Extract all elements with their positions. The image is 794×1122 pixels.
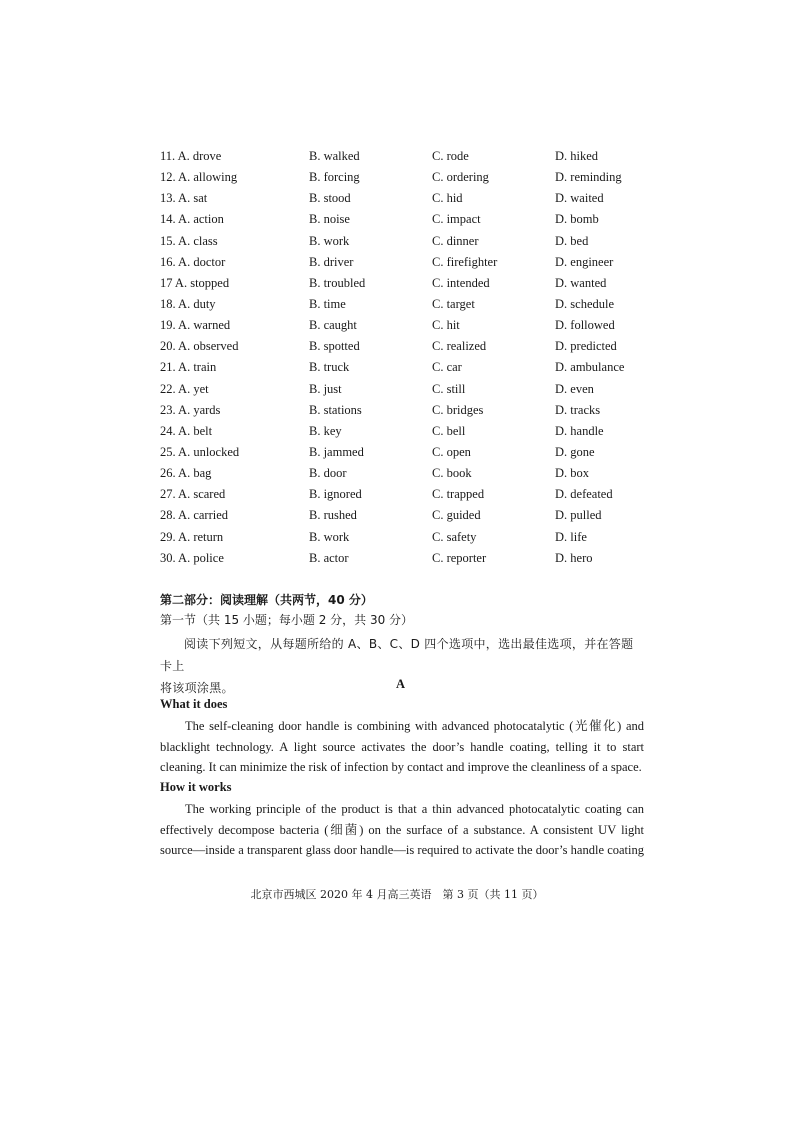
option-a: 27. A. scared bbox=[160, 487, 226, 502]
option-c: C. car bbox=[432, 360, 462, 375]
cloze-option-row bbox=[160, 548, 650, 569]
cloze-option-row bbox=[160, 188, 650, 209]
paragraph-what-it-does bbox=[160, 716, 644, 778]
cloze-option-row bbox=[160, 146, 650, 167]
cloze-option-row bbox=[160, 315, 650, 336]
option-d: D. tracks bbox=[555, 402, 601, 417]
cloze-option-row bbox=[160, 336, 650, 357]
section-title: 第二部分：阅读理解（共两节，40 分） bbox=[160, 593, 373, 607]
option-c: C. reporter bbox=[432, 550, 487, 565]
option-b: B. driver bbox=[309, 254, 354, 269]
option-c: C. bridges bbox=[432, 402, 484, 417]
option-d: D. handle bbox=[555, 423, 604, 438]
option-d: D. engineer bbox=[555, 254, 614, 269]
cloze-option-row bbox=[160, 527, 650, 548]
option-c: C. book bbox=[432, 466, 472, 481]
option-d: D. wanted bbox=[555, 275, 607, 290]
option-c: C. intended bbox=[432, 275, 490, 290]
option-c: C. impact bbox=[432, 212, 481, 227]
cloze-option-row bbox=[160, 379, 650, 400]
instruction-line-1: 阅读下列短文，从每题所给的 A、B、C、D 四个选项中，选出最佳选项，并在答题卡上 bbox=[160, 637, 634, 673]
option-a: 11. A. drove bbox=[160, 149, 222, 163]
cloze-option-row bbox=[160, 231, 650, 252]
option-d: D. even bbox=[555, 381, 594, 396]
cloze-option-row bbox=[160, 252, 650, 273]
option-d: D. gone bbox=[555, 444, 595, 459]
option-a: 13. A. sat bbox=[160, 191, 208, 206]
option-c: C. safety bbox=[432, 529, 477, 544]
option-c: C. trapped bbox=[432, 487, 485, 502]
option-c: C. guided bbox=[432, 508, 481, 523]
option-d: D. hiked bbox=[555, 149, 599, 163]
cloze-option-row bbox=[160, 400, 650, 421]
option-a: 14. A. action bbox=[160, 212, 224, 227]
option-a: 15. A. class bbox=[160, 233, 218, 248]
cloze-option-row bbox=[160, 294, 650, 315]
option-a: 25. A. unlocked bbox=[160, 444, 240, 459]
instruction-line-2: 将该项涂黑。 bbox=[160, 681, 234, 695]
option-d: D. waited bbox=[555, 191, 604, 206]
option-b: B. noise bbox=[309, 212, 350, 227]
option-a: 30. A. police bbox=[160, 550, 224, 565]
paragraph-line: effectively decompose bacteria (细菌) on the surface of a substance. A consistent UV light bbox=[160, 822, 644, 837]
option-b: B. rushed bbox=[309, 508, 357, 523]
paragraph-line: The self-cleaning door handle is combining with advanced photocatalytic (光催化) and bbox=[185, 719, 644, 733]
option-a: 17 A. stopped bbox=[160, 275, 230, 290]
paragraph-line: source—inside a transparent glass door handle—is required to activate the door’s handle coating bbox=[160, 843, 644, 858]
page-footer: 北京市西城区 2020 年 4 月高三英语 第 3 页（共 11 页） bbox=[250, 888, 544, 901]
option-d: D. predicted bbox=[555, 339, 617, 354]
cloze-option-row bbox=[160, 273, 650, 294]
option-b: B. spotted bbox=[309, 339, 360, 354]
option-b: B. key bbox=[309, 423, 342, 438]
section-subtitle: 第一节（共 15 小题；每小题 2 分，共 30 分） bbox=[160, 613, 414, 627]
option-d: D. bed bbox=[555, 233, 589, 248]
option-a: 21. A. train bbox=[160, 360, 217, 375]
cloze-options-table bbox=[160, 146, 650, 569]
cloze-option-row bbox=[160, 421, 650, 442]
cloze-option-row bbox=[160, 167, 650, 188]
option-c: C. bell bbox=[432, 423, 466, 438]
option-b: B. stood bbox=[309, 191, 351, 206]
option-b: B. just bbox=[309, 381, 342, 396]
option-a: 29. A. return bbox=[160, 529, 224, 544]
heading-how-it-works: How it works bbox=[160, 780, 232, 794]
option-d: D. followed bbox=[555, 318, 615, 333]
option-a: 26. A. bag bbox=[160, 466, 212, 481]
paragraph-line: blacklight technology. A light source activates the door’s handle coating, telling it to start bbox=[160, 739, 644, 754]
option-b: B. ignored bbox=[309, 487, 362, 502]
option-a: 18. A. duty bbox=[160, 296, 216, 311]
option-c: C. still bbox=[432, 381, 466, 396]
option-b: B. time bbox=[309, 296, 346, 311]
option-b: B. forcing bbox=[309, 170, 360, 185]
option-c: C. target bbox=[432, 296, 475, 311]
cloze-option-row bbox=[160, 463, 650, 484]
option-b: B. walked bbox=[309, 149, 360, 163]
cloze-option-row bbox=[160, 357, 650, 378]
option-d: D. ambulance bbox=[555, 360, 625, 375]
option-b: B. troubled bbox=[309, 275, 366, 290]
option-d: D. pulled bbox=[555, 508, 602, 523]
option-b: B. truck bbox=[309, 360, 350, 375]
option-a: 22. A. yet bbox=[160, 381, 209, 396]
passage-letter: A bbox=[396, 677, 406, 691]
option-c: C. hid bbox=[432, 191, 463, 206]
option-a: 19. A. warned bbox=[160, 318, 231, 333]
paragraph-line: The working principle of the product is that a thin advanced photocatalytic coating can bbox=[185, 802, 644, 816]
heading-what-it-does: What it does bbox=[160, 697, 228, 711]
option-a: 24. A. belt bbox=[160, 423, 213, 438]
paragraph-how-it-works bbox=[160, 799, 644, 861]
option-c: C. open bbox=[432, 444, 471, 459]
option-d: D. reminding bbox=[555, 170, 622, 185]
cloze-option-row bbox=[160, 209, 650, 230]
option-b: B. work bbox=[309, 529, 350, 544]
option-b: B. stations bbox=[309, 402, 362, 417]
option-a: 28. A. carried bbox=[160, 508, 229, 523]
option-a: 20. A. observed bbox=[160, 339, 239, 354]
option-a: 16. A. doctor bbox=[160, 254, 226, 269]
option-d: D. life bbox=[555, 529, 587, 544]
cloze-option-row bbox=[160, 442, 650, 463]
option-b: B. jammed bbox=[309, 444, 364, 459]
paragraph-line: cleaning. It can minimize the risk of infection by contact and improve the cleanliness of a space. bbox=[160, 760, 642, 775]
option-c: C. firefighter bbox=[432, 254, 498, 269]
option-c: C. dinner bbox=[432, 233, 479, 248]
option-b: B. work bbox=[309, 233, 350, 248]
option-c: C. ordering bbox=[432, 170, 489, 185]
option-d: D. box bbox=[555, 466, 590, 481]
option-a: 12. A. allowing bbox=[160, 170, 238, 185]
option-d: D. hero bbox=[555, 550, 593, 565]
option-a: 23. A. yards bbox=[160, 402, 221, 417]
option-c: C. hit bbox=[432, 318, 460, 333]
option-d: D. defeated bbox=[555, 487, 613, 502]
option-c: C. realized bbox=[432, 339, 487, 354]
option-d: D. bomb bbox=[555, 212, 599, 227]
option-d: D. schedule bbox=[555, 296, 615, 311]
option-b: B. actor bbox=[309, 550, 349, 565]
cloze-option-row bbox=[160, 505, 650, 526]
option-b: B. caught bbox=[309, 318, 357, 333]
cloze-option-row bbox=[160, 484, 650, 505]
option-b: B. door bbox=[309, 466, 347, 481]
option-c: C. rode bbox=[432, 149, 469, 163]
